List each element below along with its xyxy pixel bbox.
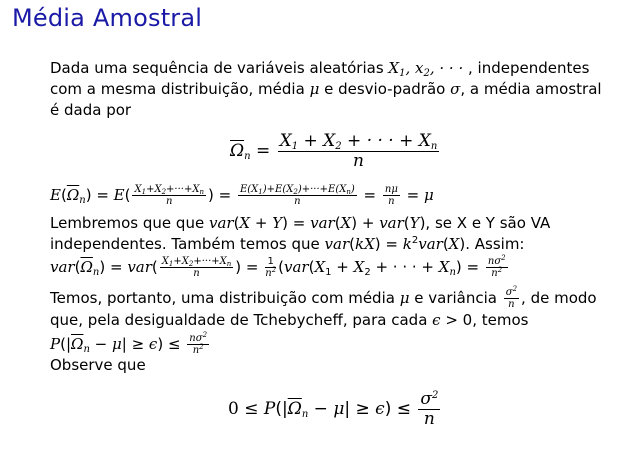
equation-expectation: $E(\overline{\Omega}_n) = E$( $\frac{X_1+X_2+\cdot\cdot\cdot+X_n}{n}$ ) = $\frac{E(X_1)+E(X_2)+\cdot\cdot\cdot+E(X_n)}{n}$ = $\frac{n\mu}{n}$ = μ bbox=[50, 184, 434, 207]
math-sigma: σ bbox=[450, 80, 461, 98]
line-que: que, pela desigualdade de Tchebycheff, para cada ϵ > 0, temos bbox=[50, 311, 529, 329]
equation-sample-mean: $\overline{\Omega}_n$ = $\frac{X_1 + X_2 + \cdot \cdot \cdot + X_n}{n}$ bbox=[230, 131, 438, 171]
intro-line-2 bbox=[50, 79, 602, 99]
line-lembremos: Lembremos que que var(X + Y) = var(X) + var(Y), se X e Y são VA bbox=[50, 214, 551, 232]
line-independentes: independentes. Também temos que $var(kX) = k^2var(X)$. Assim: bbox=[50, 235, 525, 253]
math-sequence: $X_1$, $x_2$, · · · bbox=[388, 59, 469, 79]
intro-line-1 bbox=[50, 58, 589, 78]
line-temos: Temos, portanto, uma distribuição com média μ e variância $\frac{\sigma^2}{n}$ , de modo bbox=[50, 285, 597, 310]
intro-text-2c: , a média amostral bbox=[460, 80, 602, 98]
math-mu: μ bbox=[309, 80, 320, 98]
intro-text-1: Dada uma sequência de variáveis aleatórias bbox=[50, 59, 384, 77]
intro-text-2b: e desvio-padrão bbox=[324, 80, 446, 98]
slide-title: Média Amostral bbox=[12, 4, 203, 32]
equation-tchebycheff-display: $0 \le P(|\overline{\Omega}_n - \mu| \ge \epsilon)$ ≤ $\frac{\sigma^2}{n}$ bbox=[228, 389, 439, 429]
equation-tchebycheff-inline: $P(|\overline{\Omega}_n - \mu| \ge \epsilon)$ ≤ $\frac{n\sigma^2}{n^2}$ bbox=[50, 331, 208, 356]
intro-text-2a: com a mesma distribuição, média bbox=[50, 80, 305, 98]
intro-text-1-end: , independentes bbox=[468, 59, 590, 77]
intro-line-3: é dada por bbox=[50, 101, 132, 119]
line-observe: Observe que bbox=[50, 356, 146, 374]
equation-variance: $var(\overline{\Omega}_n) = var$( $\frac{X_1+X_2+\cdot\cdot\cdot+X_n}{n}$ ) = $\frac{1}{n^2}$ ($var(X_1 + X_2$ + · · · + $X_n$) = $\frac{n\sigma^2}{n^2}$ bbox=[50, 254, 506, 279]
